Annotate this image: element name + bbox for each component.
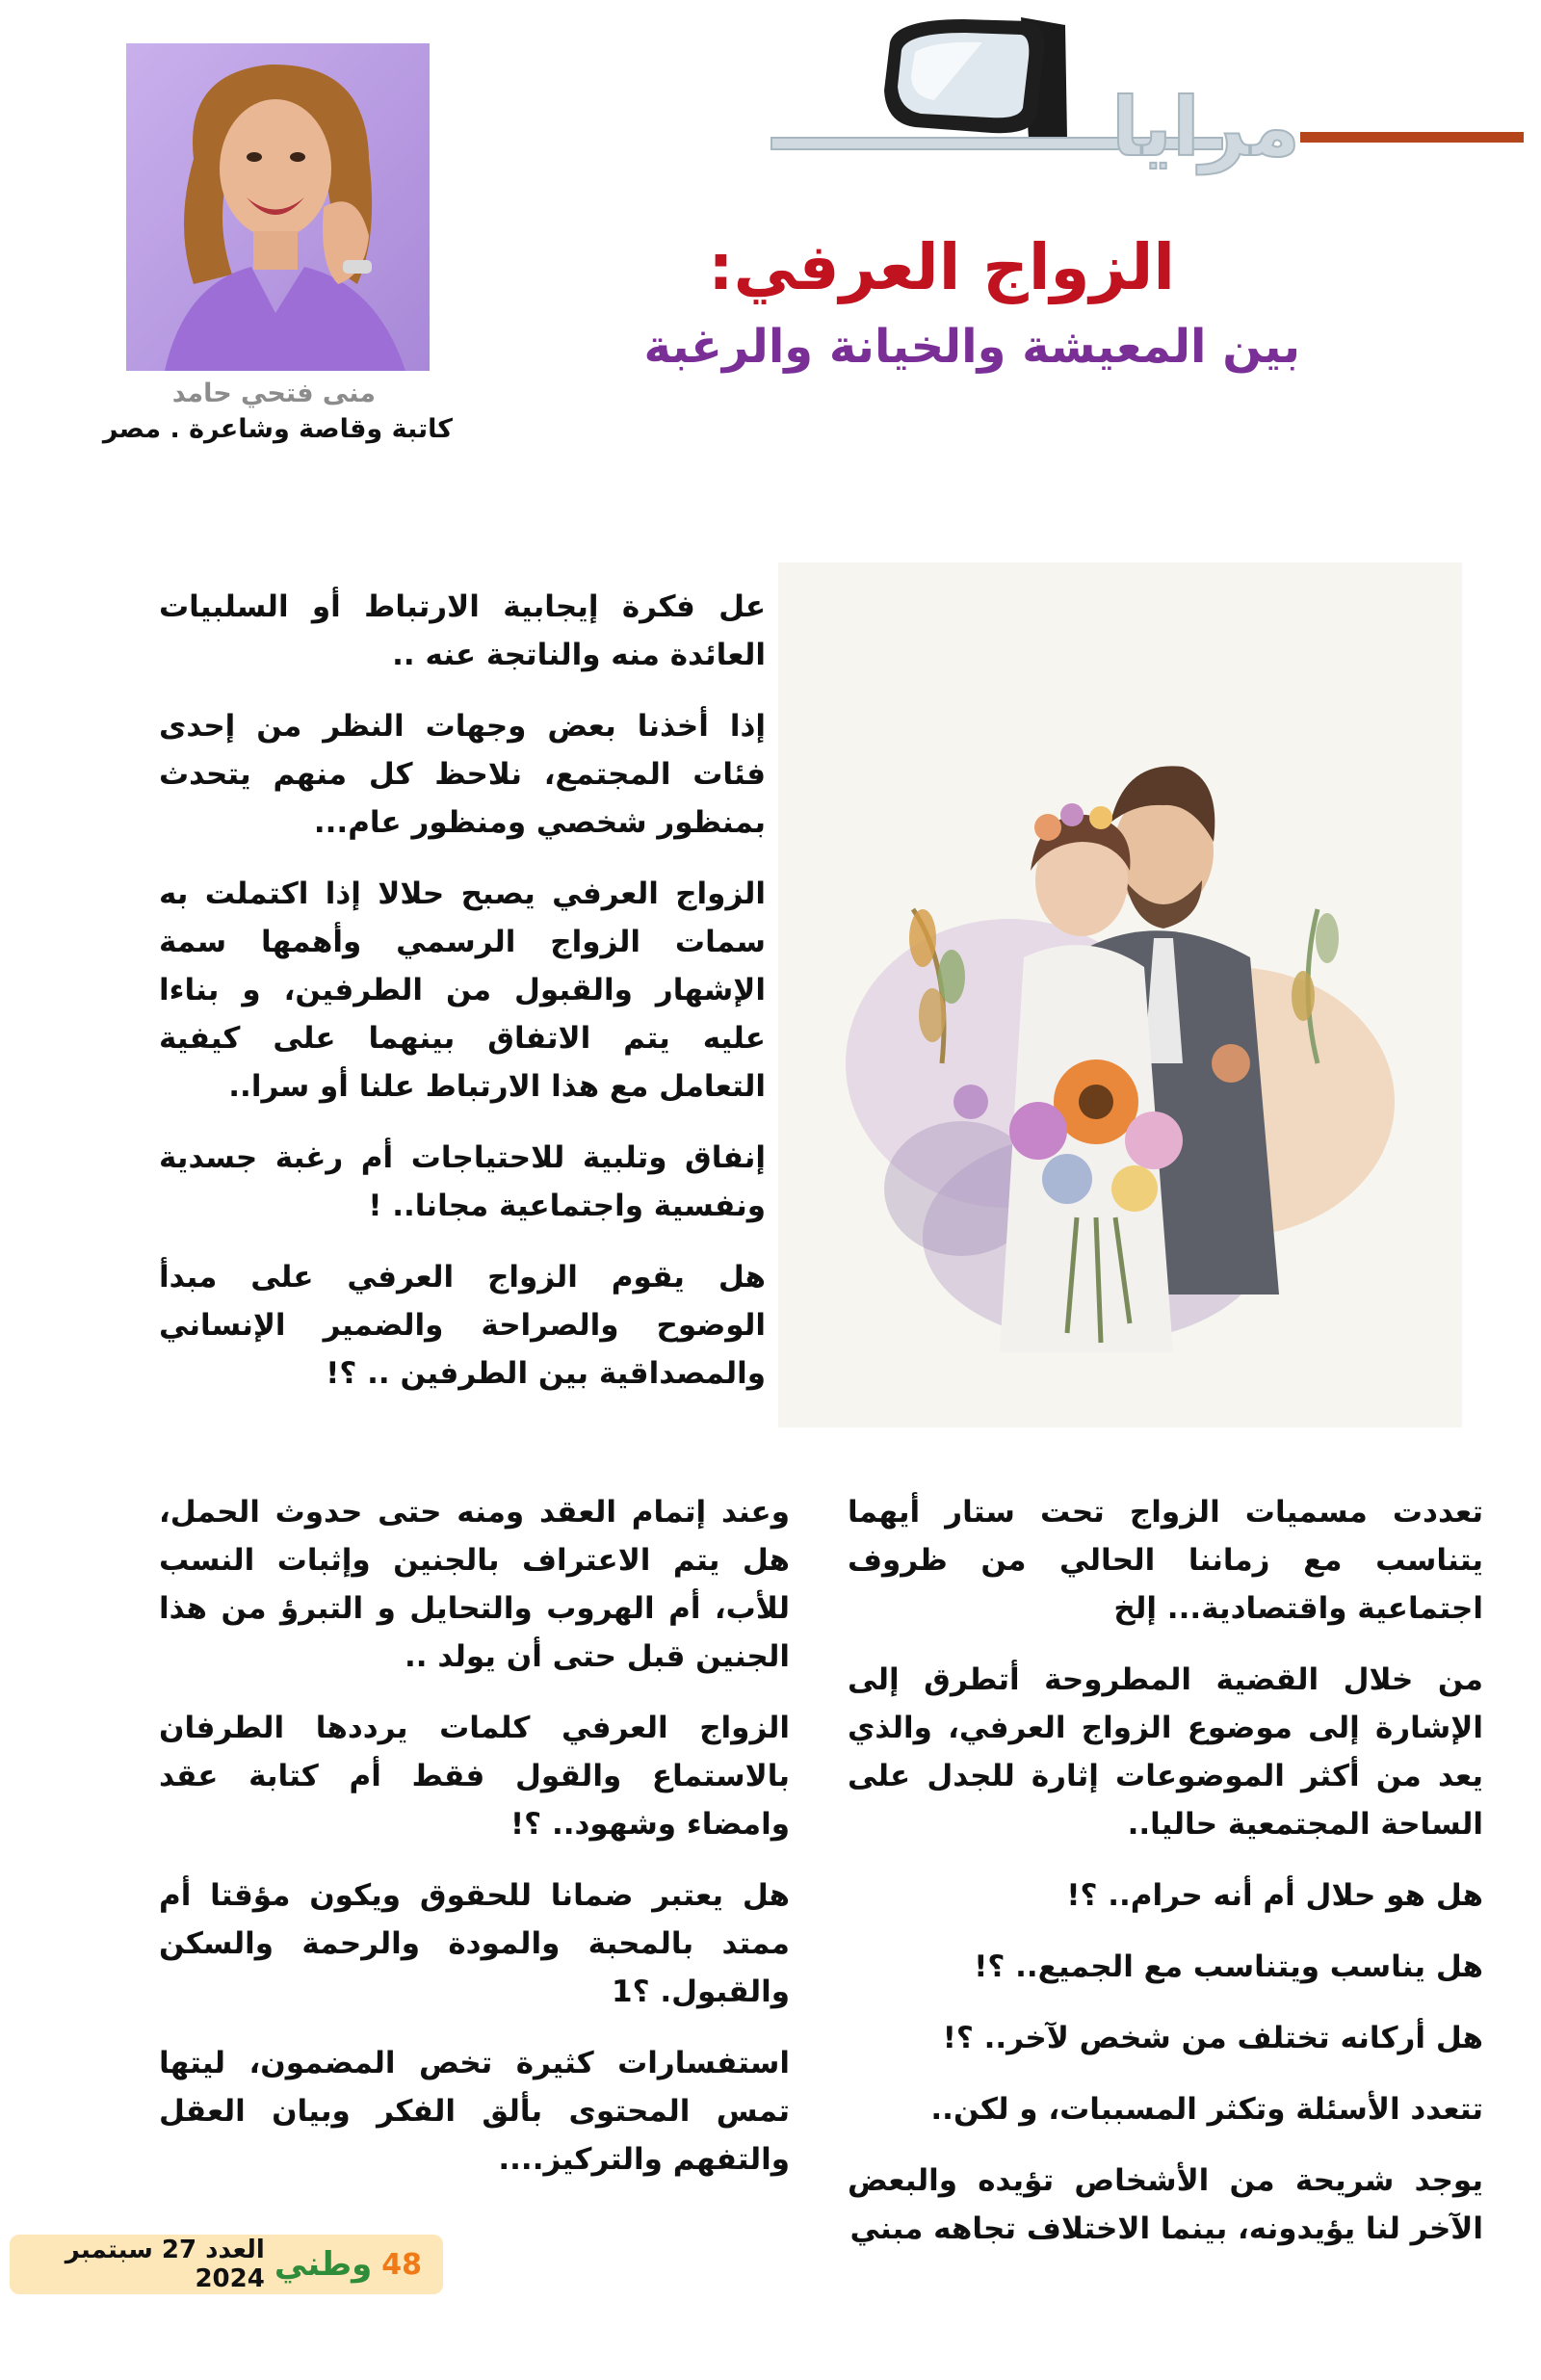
author-photo: [126, 43, 430, 371]
article-column-left: [159, 1488, 790, 2207]
author-name: منى فتحي حامد: [171, 379, 376, 408]
paragraph: الزواج العرفي كلمات يرددها الطرفان بالاستماع والقول فقط أم كتابة عقد وامضاء وشهود.. ؟!: [159, 1711, 790, 1842]
section-name-text: مرايا: [1110, 80, 1300, 174]
paragraph: وعند إتمام العقد ومنه حتى حدوث الحمل، هل يتم الاعتراف بالجنين وإثبات النسب للأب، أم الهروب والتحايل و التبرؤ من هذا الجنين قبل حتى أن يولد ..: [159, 1495, 790, 1674]
paragraph: يوجد شريحة من الأشخاص تؤيده والبعض الآخر لنا يؤيدونه، بينما الاختلاف تجاهه مبني: [848, 2163, 1483, 2246]
paragraph: عل فكرة إيجابية الارتباط أو السلبيات العائدة منه والناتجة عنه ..: [159, 589, 766, 672]
paragraph: هل هو حلال أم أنه حرام.. ؟!: [1066, 1878, 1483, 1913]
magazine-name: وطني: [274, 2245, 373, 2284]
article-column-right: [848, 1488, 1483, 2276]
page-number: 48: [381, 2247, 422, 2282]
page-footer: [10, 2235, 443, 2294]
article-headline: الزواج العرفي:: [708, 230, 1175, 304]
accent-bar: [1300, 132, 1524, 143]
article-subheadline: بين المعيشة والخيانة والرغبة: [643, 320, 1300, 374]
paragraph: هل أركانه تختلف من شخص لآخر.. ؟!: [942, 2021, 1483, 2055]
article-column-top: [159, 583, 766, 1421]
paragraph: من خلال القضية المطروحة أتطرق إلى الإشارة إلى موضوع الزواج العرفي، والذي يعد من أكثر الموضوعات إثارة للجدل على الساحة المجتمعية حاليا..: [848, 1662, 1483, 1842]
paragraph: إذا أخذنا بعض وجهات النظر من إحدى فئات المجتمع، نلاحظ كل منهم يتحدث بمنظور شخصي ومنظور عام...: [159, 709, 766, 840]
issue-date: العدد 27 سبتمبر 2024: [65, 2236, 265, 2293]
paragraph: إنفاق وتلبية للاحتياجات أم رغبة جسدية ونفسية واجتماعية مجانا.. !: [159, 1140, 766, 1223]
paragraph: تتعدد الأسئلة وتكثر المسببات، و لكن..: [930, 2092, 1483, 2127]
article-illustration: [778, 562, 1462, 1427]
paragraph: هل يناسب ويتناسب مع الجميع.. ؟!: [974, 1949, 1483, 1984]
author-title: كاتبة وقاصة وشاعرة . مصر: [102, 414, 453, 444]
paragraph: هل يعتبر ضمانا للحقوق ويكون مؤقتا أم ممتد بالمحبة والمودة والرحمة والسكن والقبول. ؟1: [159, 1878, 790, 2009]
paragraph: الزواج العرفي يصبح حلالا إذا اكتملت به سمات الزواج الرسمي وأهمها سمة الإشهار والقبول من الطرفين، و بناءا عليه يتم الاتفاق بينهما على كيفية التعامل مع هذا الارتباط علنا أو سرا..: [159, 876, 766, 1104]
paragraph: استفسارات كثيرة تخص المضمون، ليتها تمس المحتوى بألق الفكر وبيان العقل والتفهم والتركيز....: [159, 2046, 790, 2177]
paragraph: هل يقوم الزواج العرفي على مبدأ الوضوح والصراحة والضمير الإنساني والمصداقية بين الطرفين .. ؟!: [159, 1260, 766, 1391]
paragraph: تعددت مسميات الزواج تحت ستار أيهما يتناسب مع زماننا الحالي من ظروف اجتماعية واقتصادية... إلخ: [848, 1495, 1483, 1626]
section-logo: [761, 13, 1300, 177]
section-name: [761, 79, 1300, 175]
